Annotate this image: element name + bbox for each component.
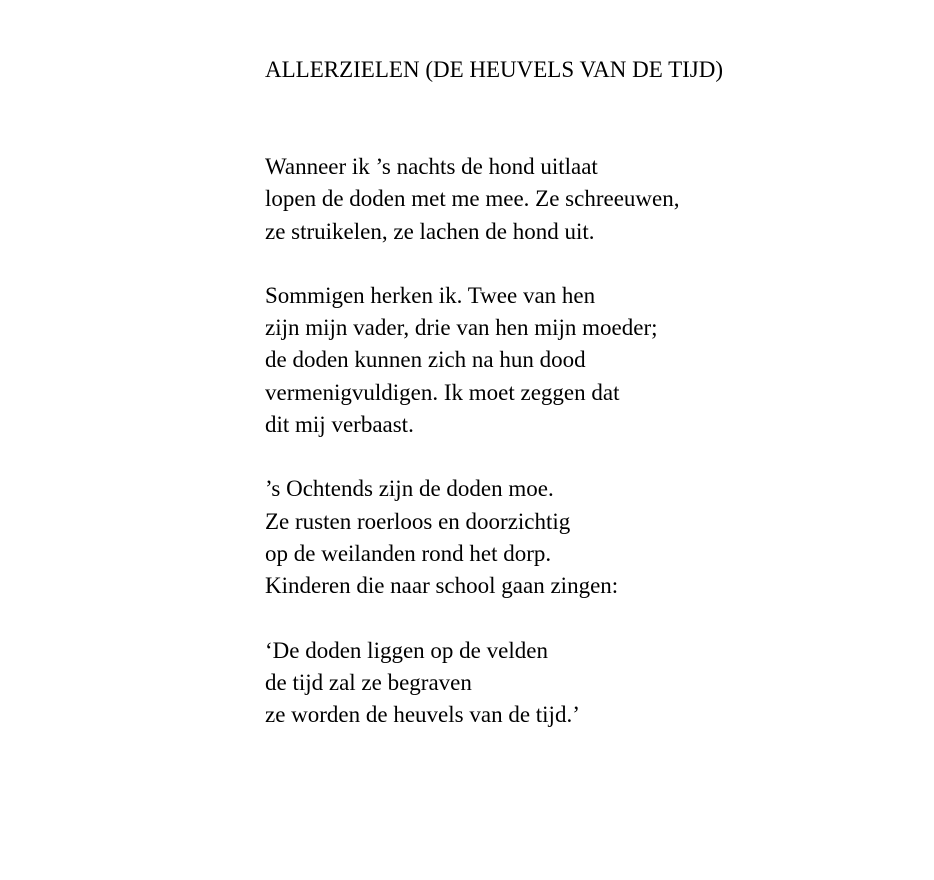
- poem-body: [265, 151, 905, 763]
- poem-line: Ze rusten roerloos en doorzichtig: [265, 508, 571, 534]
- poem-line: Sommigen herken ik. Twee van hen: [265, 282, 596, 308]
- poem-line: op de weilanden rond het dorp.: [265, 540, 552, 566]
- poem-line: dit mij verbaast.: [265, 412, 414, 438]
- poem-title: ALLERZIELEN (DE HEUVELS VAN DE TIJD): [265, 57, 724, 82]
- poem-line: ’s Ochtends zijn de doden moe.: [265, 476, 554, 502]
- poem-line: de tijd zal ze begraven: [265, 669, 472, 695]
- stanza-4: [265, 635, 905, 732]
- stanza-1: [265, 151, 905, 248]
- poem-line: de doden kunnen zich na hun dood: [265, 347, 586, 373]
- stanza-2: [265, 280, 905, 441]
- stanza-3: [265, 473, 905, 602]
- poem-line: lopen de doden met me mee. Ze schreeuwen,: [265, 186, 680, 212]
- poem-line: zijn mijn vader, drie van hen mijn moeder;: [265, 315, 658, 341]
- poem-line: Wanneer ik ’s nachts de hond uitlaat: [265, 154, 598, 179]
- poem-line: Kinderen die naar school gaan zingen:: [265, 573, 619, 599]
- poem-line: ze struikelen, ze lachen de hond uit.: [265, 218, 595, 244]
- poem-line: ze worden de heuvels van de tijd.’: [265, 702, 580, 728]
- poem-line: vermenigvuldigen. Ik moet zeggen dat: [265, 379, 620, 405]
- poem-line: ‘De doden liggen op de velden: [265, 637, 548, 663]
